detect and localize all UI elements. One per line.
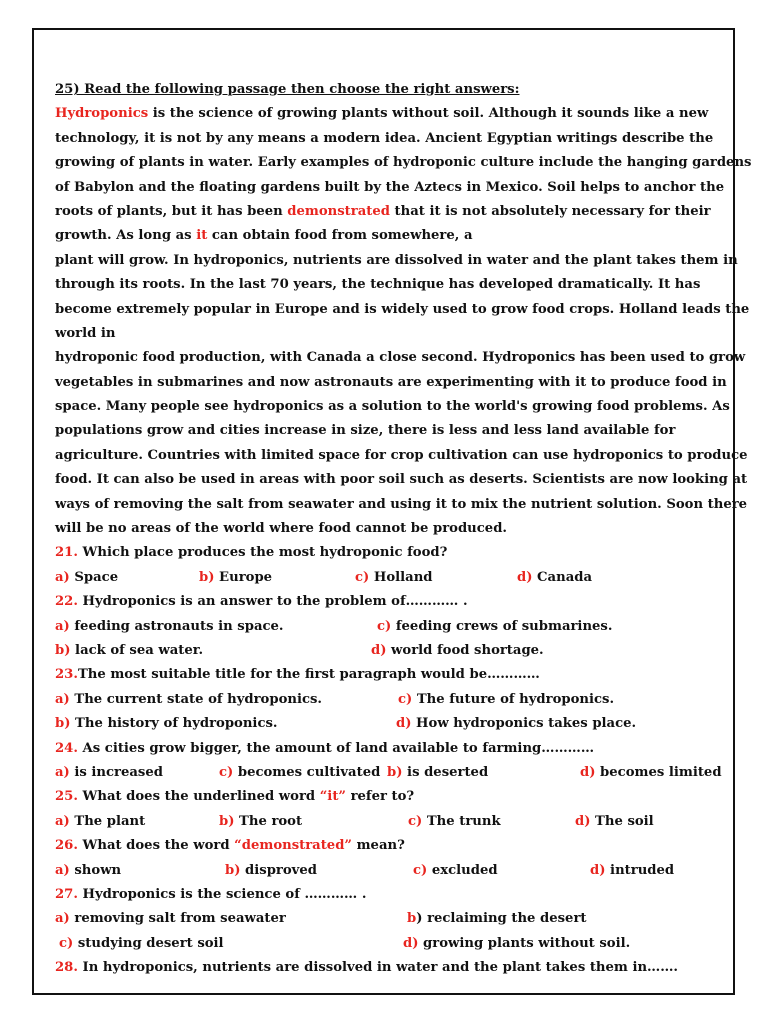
passage-line: become extremely popular in Europe and is widely used to grow food crops. Holland leads the [55, 301, 750, 317]
question-23: 23.The most suitable title for the first paragraph would be………… [55, 667, 540, 683]
keyword-demonstrated: demonstrated [287, 203, 390, 219]
passage-line: vegetables in submarines and now astronauts are experimenting with it to produce food in [55, 374, 727, 390]
passage-line: roots of plants, but it has been demonstrated that it is not absolutely necessary for their [55, 203, 711, 219]
option-d[interactable]: d) How hydroponics takes place. [396, 716, 637, 732]
passage-line: agriculture. Countries with limited space for crop cultivation can use hydroponics to produce [55, 447, 748, 463]
question-25: 25. What does the underlined word “it” refer to? [55, 789, 415, 805]
passage-line: plant will grow. In hydroponics, nutrients are dissolved in water and the plant takes them in [55, 252, 738, 268]
options-row [55, 566, 723, 590]
option-a[interactable]: a) Space [55, 569, 119, 585]
option-c[interactable]: c) The future of hydroponics. [398, 691, 615, 707]
option-a[interactable]: a) The current state of hydroponics. [55, 691, 323, 707]
passage-line: technology, it is not by any means a modern idea. Ancient Egyptian writings describe the [55, 130, 714, 146]
passage-line: hydroponic food production, with Canada a close second. Hydroponics has been used to grow [55, 350, 746, 366]
options-row [55, 712, 723, 736]
reading-passage [55, 102, 752, 541]
question-28: 28. In hydroponics, nutrients are dissolved in water and the plant takes them in……. [55, 960, 679, 976]
passage-line: growing of plants in water. Early examples of hydroponic culture include the hanging gardens [55, 155, 752, 171]
keyword-it: it [196, 228, 208, 244]
options-row [55, 810, 723, 834]
options-row [55, 932, 723, 956]
option-c[interactable]: c) feeding crews of submarines. [377, 618, 613, 634]
option-a[interactable]: a) feeding astronauts in space. [55, 618, 284, 634]
question-22: 22. Hydroponics is an answer to the problem of………… . [55, 594, 468, 610]
option-b[interactable]: b) is deserted [387, 764, 489, 780]
passage-line: populations grow and cities increase in size, there is less and less land available for [55, 423, 676, 439]
options-row [55, 639, 723, 663]
option-c[interactable]: c) studying desert soil [59, 935, 224, 951]
options-row [55, 859, 723, 883]
option-d[interactable]: d) growing plants without soil. [403, 935, 631, 951]
option-b[interactable]: b) Europe [199, 569, 273, 585]
section-heading: 25) Read the following passage then choose the right answers: [55, 82, 520, 97]
passage-line: world in [55, 325, 116, 341]
passage-line: Hydroponics is the science of growing plants without soil. Although it sounds like a new [55, 106, 709, 122]
option-b[interactable]: b) disproved [225, 862, 317, 878]
option-c[interactable]: c) Holland [355, 569, 433, 585]
passage-line: will be no areas of the world where food cannot be produced. [55, 521, 508, 537]
option-d[interactable]: d) becomes limited [580, 764, 722, 780]
options-row [55, 615, 723, 639]
options-row [55, 907, 723, 931]
keyword-hydroponics: Hydroponics [55, 106, 149, 122]
option-d[interactable]: d) intruded [590, 862, 675, 878]
option-d[interactable]: d) Canada [517, 569, 592, 585]
option-b[interactable]: b) The history of hydroponics. [55, 716, 278, 732]
option-d[interactable]: d) world food shortage. [371, 642, 544, 658]
option-a[interactable]: a) is increased [55, 764, 163, 780]
passage-line: growth. As long as it can obtain food from somewhere, a [55, 228, 473, 244]
passage-line: through its roots. In the last 70 years, the technique has developed dramatically. It has [55, 277, 701, 293]
question-27: 27. Hydroponics is the science of ………… . [55, 886, 367, 902]
option-b[interactable]: b) lack of sea water. [55, 642, 204, 658]
options-row [55, 688, 723, 712]
option-c[interactable]: c) The trunk [408, 813, 501, 829]
options-row [55, 761, 723, 785]
option-b[interactable]: b) reclaiming the desert [407, 911, 587, 927]
option-c[interactable]: c) excluded [413, 862, 498, 878]
passage-line: of Babylon and the floating gardens built by the Aztecs in Mexico. Soil helps to anchor the [55, 179, 725, 195]
question-24: 24. As cities grow bigger, the amount of land available to farming………… [55, 740, 595, 756]
option-a[interactable]: a) The plant [55, 813, 146, 829]
option-d[interactable]: d) The soil [575, 813, 654, 829]
passage-line: space. Many people see hydroponics as a solution to the world's growing food problems. As [55, 399, 730, 415]
option-c[interactable]: c) becomes cultivated [219, 764, 381, 780]
question-26: 26. What does the word “demonstrated” mean? [55, 838, 405, 854]
question-21: 21. Which place produces the most hydroponic food? [55, 545, 448, 561]
option-a[interactable]: a) removing salt from seawater [55, 911, 286, 927]
option-a[interactable]: a) shown [55, 862, 122, 878]
worksheet-content [55, 78, 752, 980]
passage-line: ways of removing the salt from seawater and using it to mix the nutrient solution. Soon there [55, 496, 748, 512]
option-b[interactable]: b) The root [219, 813, 303, 829]
passage-line: food. It can also be used in areas with poor soil such as deserts. Scientists are now looking at [55, 472, 748, 488]
